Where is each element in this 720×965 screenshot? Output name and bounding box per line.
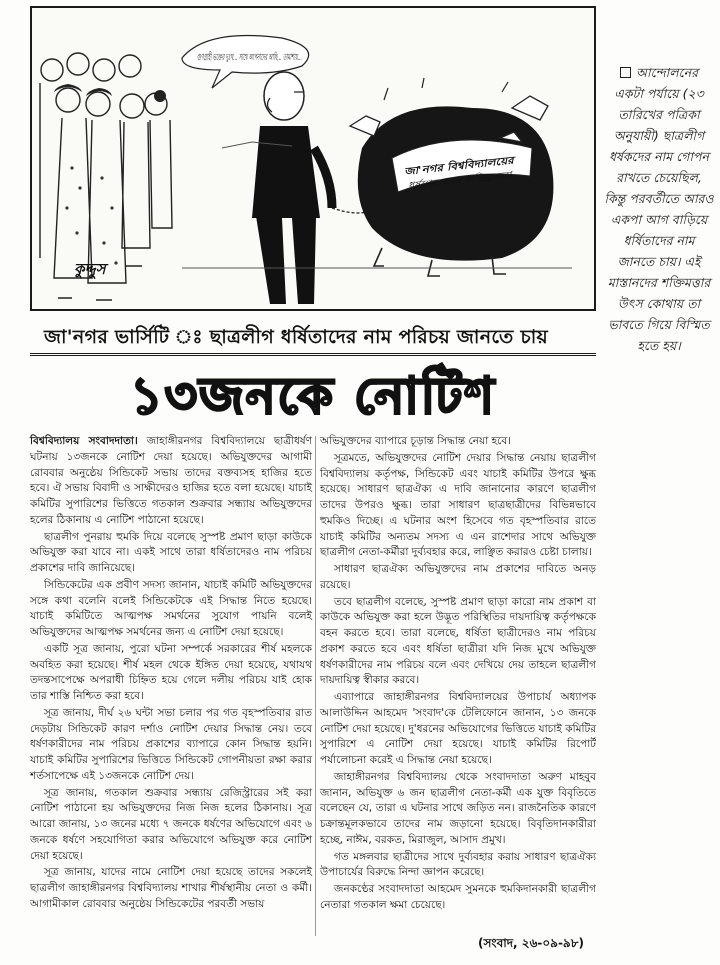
article-paragraph: জাহাঙ্গীরনগর বিশ্ববিদ্যালয় থেকে সংবাদদাতা অরুণ মাহবুব জানান, অভিযুক্ত ৬ জন ছাত্রলীগ নেতা-কর্মী এক যুক্ত বিবৃতিতে বলেছেন যে, তারা এ ঘটনার সাথে জড়িত নন। রাজনৈতিক কারণে চক্রান্তমূলকভাবে তাদের নাম জড়ানো হয়েছে। বিবৃতিদানকারীরা হচ্ছে, নাঈম, বরকত, মিরাজুল, আসাদ প্রমুখ। (320, 770, 596, 846)
article-paragraph: সূত্র জানায়, দীর্ঘ ২৬ ঘন্টা সভা চলার পর গত বৃহস্পতিবার রাত দেড়টায় সিন্ডিকেট কারণ দর্শাও নোটিশ দেয়ার সিদ্ধান্ত নেয়। তবে ধর্ষণকারীদের নাম পরিচয় প্রকাশের ব্যাপারে কোন সিদ্ধান্ত হয়নি। যাচাই কমিটির সুপারিশের ভিত্তিতে সিন্ডিকেট গোপনীয়তা রক্ষা করার শর্তসাপেক্ষে এই ১৩জনকে নোটিশ দেয়। (30, 706, 312, 782)
crowd-hair (54, 84, 166, 102)
man-in-suit (252, 72, 374, 304)
side-note (604, 62, 714, 356)
source-credit: (সংবাদ, ২৬-০৯-৯৮) (478, 936, 584, 950)
article-column-right (320, 434, 596, 915)
article-paragraph: গত মঙ্গলবার ছাত্রীদের সাথে দুর্ব্যবহার করায় সাধারণ ছাত্রঐক্য উপাচার্যের বিরুদ্ধে নিন্দা জ্ঞাপন করেছে। (320, 850, 596, 879)
cartoon-drawing (32, 8, 594, 309)
article-paragraph: একটি সূত্র জানায়, পুরো ঘটনা সম্পর্কে সরকারের শীর্ষ মহলকে অবহিত করা হয়েছে। শীর্ষ মহল থেকে ইঙ্গিত দেয়া হয়েছে, যথাযথ তদন্তসাপেক্ষে অপরাধী চিহ্নিত হয়ে গেলে দলীয় পরিচয় যাই হোক তার শাস্তি নিশ্চিত করা হবে। (30, 642, 312, 702)
checkbox-bullet-icon (620, 67, 631, 78)
dateline: বিশ্ববিদ্যালয় সংবাদদাতা। (30, 435, 138, 447)
cartoon-illustration (30, 6, 596, 311)
article-paragraph: জনকণ্ঠের সংবাদদাতা আহমেদ সুমনকে হুমকিদানকারী ছাত্রলীগ নেতারা গতকাল ক্ষমা চেয়েছে। (320, 883, 596, 911)
article-paragraph: সাধারণ ছাত্রঐক্য অভিযুক্তদের নাম প্রকাশের দাবিতে অনড় রয়েছে। (320, 563, 596, 591)
article-paragraph: অভিযুক্তদের ব্যাপারে চূড়ান্ত সিদ্ধান্ত নেয়া হবে। (320, 435, 511, 447)
paragraph-text: জাহাঙ্গীরনগর বিশ্ববিদ্যালয়ে ছাত্রীধর্ষণ ঘটনায় ১৩জনকে নোটিশ দেয়া হয়েছে। অভিযুক্তদের আগামী রোববার অনুষ্ঠেয় সিন্ডিকেট সভায় তাদের বক্তব্যসহ হাজির হতে হবে। ঐ সভায় বিবাদী ও সাক্ষীদেরও হাজির হতে বলা হয়েছে। যাচাই কমিটির সুপারিশের ভিত্তিতে গতকাল শুক্রবার সন্ধ্যায় অভিযুক্তদের হলের ঠিকানায় এ নোটিশ পাঠানো হয়েছে। (30, 435, 313, 526)
article-paragraph: সূত্র জানায়, যাদের নামে নোটিশ দেয়া হয়েছে তাদের সকলেই ছাত্রলীগ জাহাঙ্গীরনগর বিশ্ববিদ্যালয় শাখার শীর্ষস্থানীয় নেতা ও কর্মী। আগামীকাল রোববার অনুষ্ঠেয় সিন্ডিকেটের পরবর্তী সভায় (30, 866, 312, 910)
article-column-left (30, 434, 312, 914)
article-paragraph: ছাত্রলীগ পুনরায় হুমকি দিয়ে বলেছে সুস্পষ্ট প্রমাণ ছাড়া কাউকে অভিযুক্ত করা যাবে না। একই সাথে তারা ধর্ষিতাদেরও নাম পরিচয় প্রকাশের দাবি জানিয়েছে। (30, 530, 312, 574)
cartoonist-signature: কুদ্দুস (74, 260, 106, 278)
sack-of-accused (350, 78, 553, 276)
article-paragraph: সিন্ডিকেটের এক প্রবীণ সদস্য জানান, যাচাই কমিটি অভিযুক্তদের সঙ্গে কথা বলেনি বলেই সিন্ডিকেটকে এই সিদ্ধান্ত নিতে হয়েছে। যাচাই কমিটিতে আত্মপক্ষ সমর্থনের সুযোগ পায়নি বলেই অভিযুক্তদের আত্মপক্ষ সমর্থনের জন্য এ নোটিশ দেয়া হয়েছে। (30, 578, 312, 638)
article-paragraph: তবে ছাত্রলীগ বলেছে, সুস্পষ্ট প্রমাণ ছাড়া কারো নাম প্রকাশ বা কাউকে অভিযুক্ত করা হলে উদ্ভূত পরিস্থিতির দায়দায়িত্ব কর্তৃপক্ষকে বহন করতে হবে। তারা বলেছে, ধর্ষিতা ছাত্রীদেরও নাম পরিচয় প্রকাশ করতে হবে এবং ধর্ষিতা ছাত্রীরা যদি নিজ মুখে অভিযুক্ত ধর্ষণকারীদের নাম পরিচয় বলে এবং দেখিয়ে দেয় তাহলে ছাত্রলীগ দায়দায়িত্ব স্বীকার করবে। (320, 595, 596, 687)
column-divider (315, 436, 316, 936)
sack-label-top: জা'নগর বিশ্ববিদ্যালয়ের (403, 157, 498, 178)
article-paragraph: সূত্র জানায়, গতকাল শুক্রবার সন্ধ্যায় রেজিস্ট্রারের সই করা নোটিশ পাঠানো হয় অভিযুক্তদের নিজ নিজ হলের ঠিকানায়। সূত্র আরো জানায়, ১৩ জনের মধ্যে ৭ জনকে ধর্ষণের অভিযোগে এবং ৬ জনকে ধর্ষণে সহযোগিতা করার অভিযোগে অভিযুক্ত করে নোটিশ দেয়া হয়েছে। (30, 786, 312, 862)
side-note-text: আন্দোলনের একটা পর্যায়ে (২৩ তারিখের পত্রিকা অনুযায়ী) ছাত্রলীগ ধর্ষকদের নাম গোপন রাখতে চেয়েছিল, কিন্তু পরবর্তীতে আরও একপা আগ বাড়িয়ে ধর্ষিতাদের নাম জানতে চায়। এই মাস্তানদের শক্তিমত্তার উৎস কোথায় তা ভাবতে গিয়ে বিস্মিত হতে হয়। (604, 65, 714, 353)
article-paragraph: এব্যাপারে জাহাঙ্গীরনগর বিশ্ববিদ্যালয়ের উপাচার্য অধ্যাপক আলাউদ্দিন আহমেদ 'সংবাদ'কে টেলিফোনে জানান, ১৩ জনকে নোটিশ দেয়া হয়েছে। দু'ধরনের অভিযোগের ভিত্তিতে যাচাই কমিটির সুপারিশে এ নোটিশ দেয়া হয়েছে। যাচাই কমিটির রিপোর্ট পর্যালোচনা করেই এ সিদ্ধান্ত নেয়া হয়েছে। (320, 691, 596, 766)
article-paragraph: সূত্রমতে, অভিযুক্তদের নোটিশ দেয়ার সিদ্ধান্ত নেয়ায় ছাত্রলীগ বিশ্ববিদ্যালয় কর্তৃপক্ষ, সিন্ডিকেট এবং যাচাই কমিটির উপরে ক্ষুব্ধ হয়েছে। সাধারণ ছাত্রঐক্য এ দাবি জানানোর কারণে ছাত্রলীগ তাদের উপরও ক্ষুব্ধ। তারা সাধারণ ছাত্রছাত্রীদের বিভিন্নভাবে হুমকিও দিচ্ছে। এ ঘটনার অংশ হিসেবে গত বৃহস্পতিবার রাতে যাচাই কমিটির অন্যতম সদস্য এ এন রাশেদার সাথে অভিযুক্ত ছাত্রলীগ নেতা-কর্মীরা দুর্ব্যবহার করে, লাঞ্ছিত করারও চেষ্টা চালায়। (320, 451, 596, 559)
kicker-headline: জা'নগর ভার্সিটি ঃ ছাত্রলীগ ধর্ষিতাদের নাম পরিচয় জানতে চায় (30, 322, 596, 356)
sack-label-bottom: ধর্ষণের দায়ে অভিযুক্তরা (407, 172, 493, 192)
main-headline: ১৩জনকে নোটিশ (130, 367, 496, 425)
article-paragraph (30, 434, 312, 529)
speech-bubble-text (197, 51, 302, 63)
